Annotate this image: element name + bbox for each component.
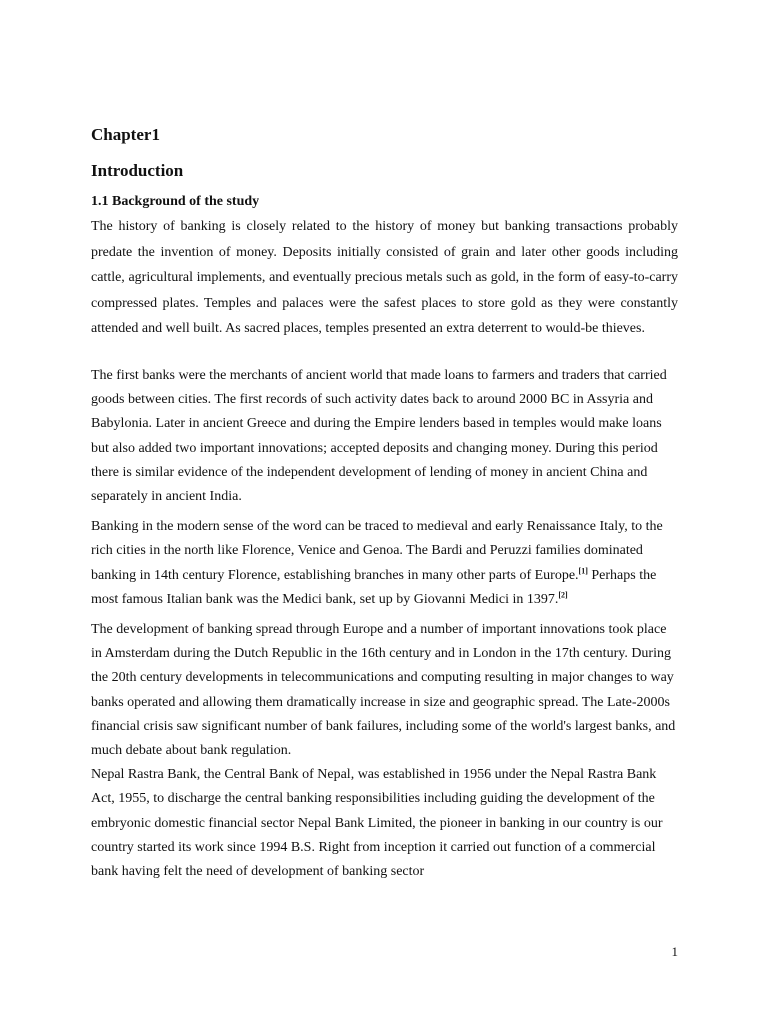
paragraph-first-banks: The first banks were the merchants of ancient world that made loans to farmers and traders that carried goods between cities. The first records of such activity dates back to around 2000 BC in Assyria and Babylonia. Later in ancient Greece and during the Empire lenders based in temples would make loans but also added two important innovations; accepted deposits and changing money. During this period there is similar evidence of the independent development of lending of money in ancient China and separately in ancient India. xyxy=(91,367,667,504)
paragraph-modern-banking xyxy=(91,515,678,612)
paragraph-nepal-rastra-bank: Nepal Rastra Bank, the Central Bank of Nepal, was established in 1956 under the Nepal Rastra Bank Act, 1955, to discharge the central banking responsibilities including guiding the development of the embryonic domestic financial sector Nepal Bank Limited, the pioneer in banking in our country is our country started its work since 1994 B.S. Right from inception it carried out function of a commercial bank having felt the need of development of banking sector xyxy=(91,767,663,880)
paragraph-history-of-banking: The history of banking is closely related to the history of money but banking transactions probably predate the invention of money. Deposits initially consisted of grain and later other goods including cattle, agricultural implements, and eventually precious metals such as gold, in the form of easy-to-carry compressed plates. Temples and palaces were the safest places to store gold as they were constantly attended and well built. As sacred places, temples presented an extra deterrent to would-be thieves. xyxy=(91,219,678,337)
chapter-label: Chapter1 xyxy=(91,125,160,144)
page-content xyxy=(91,124,678,884)
reference-1[interactable]: [1] xyxy=(578,565,588,575)
reference-2[interactable]: [2] xyxy=(558,590,568,600)
section-heading: 1.1 Background of the study xyxy=(91,194,260,209)
paragraph-banking-spread: The development of banking spread through Europe and a number of important innovations took place in Amsterdam during the Dutch Republic in the 16th century and in London in the 17th century. During the 20th century developments in telecommunications and computing resulting in major changes to way banks operated and allowing them dramatically increase in size and geographic spread. The Late-2000s financial crisis saw significant number of bank failures, including some of the world's largest banks, and much debate about bank regulation. xyxy=(91,622,676,759)
page-number: 1 xyxy=(671,944,678,959)
chapter-title: Introduction xyxy=(91,161,184,180)
paragraph-modern-banking-text-1: Banking in the modern sense of the word can be traced to medieval and early Renaissance Italy, to the rich cities in the north like Florence, Venice and Genoa. The Bardi and Peruzzi families dominated banking in 14th century Florence, establishing branches in many other parts of Europe. xyxy=(91,519,663,583)
paragraph-modern-banking-text-2: Perhaps the most famous Italian bank was the Medici bank, set up by Giovanni Medici in 1397. xyxy=(91,567,657,607)
